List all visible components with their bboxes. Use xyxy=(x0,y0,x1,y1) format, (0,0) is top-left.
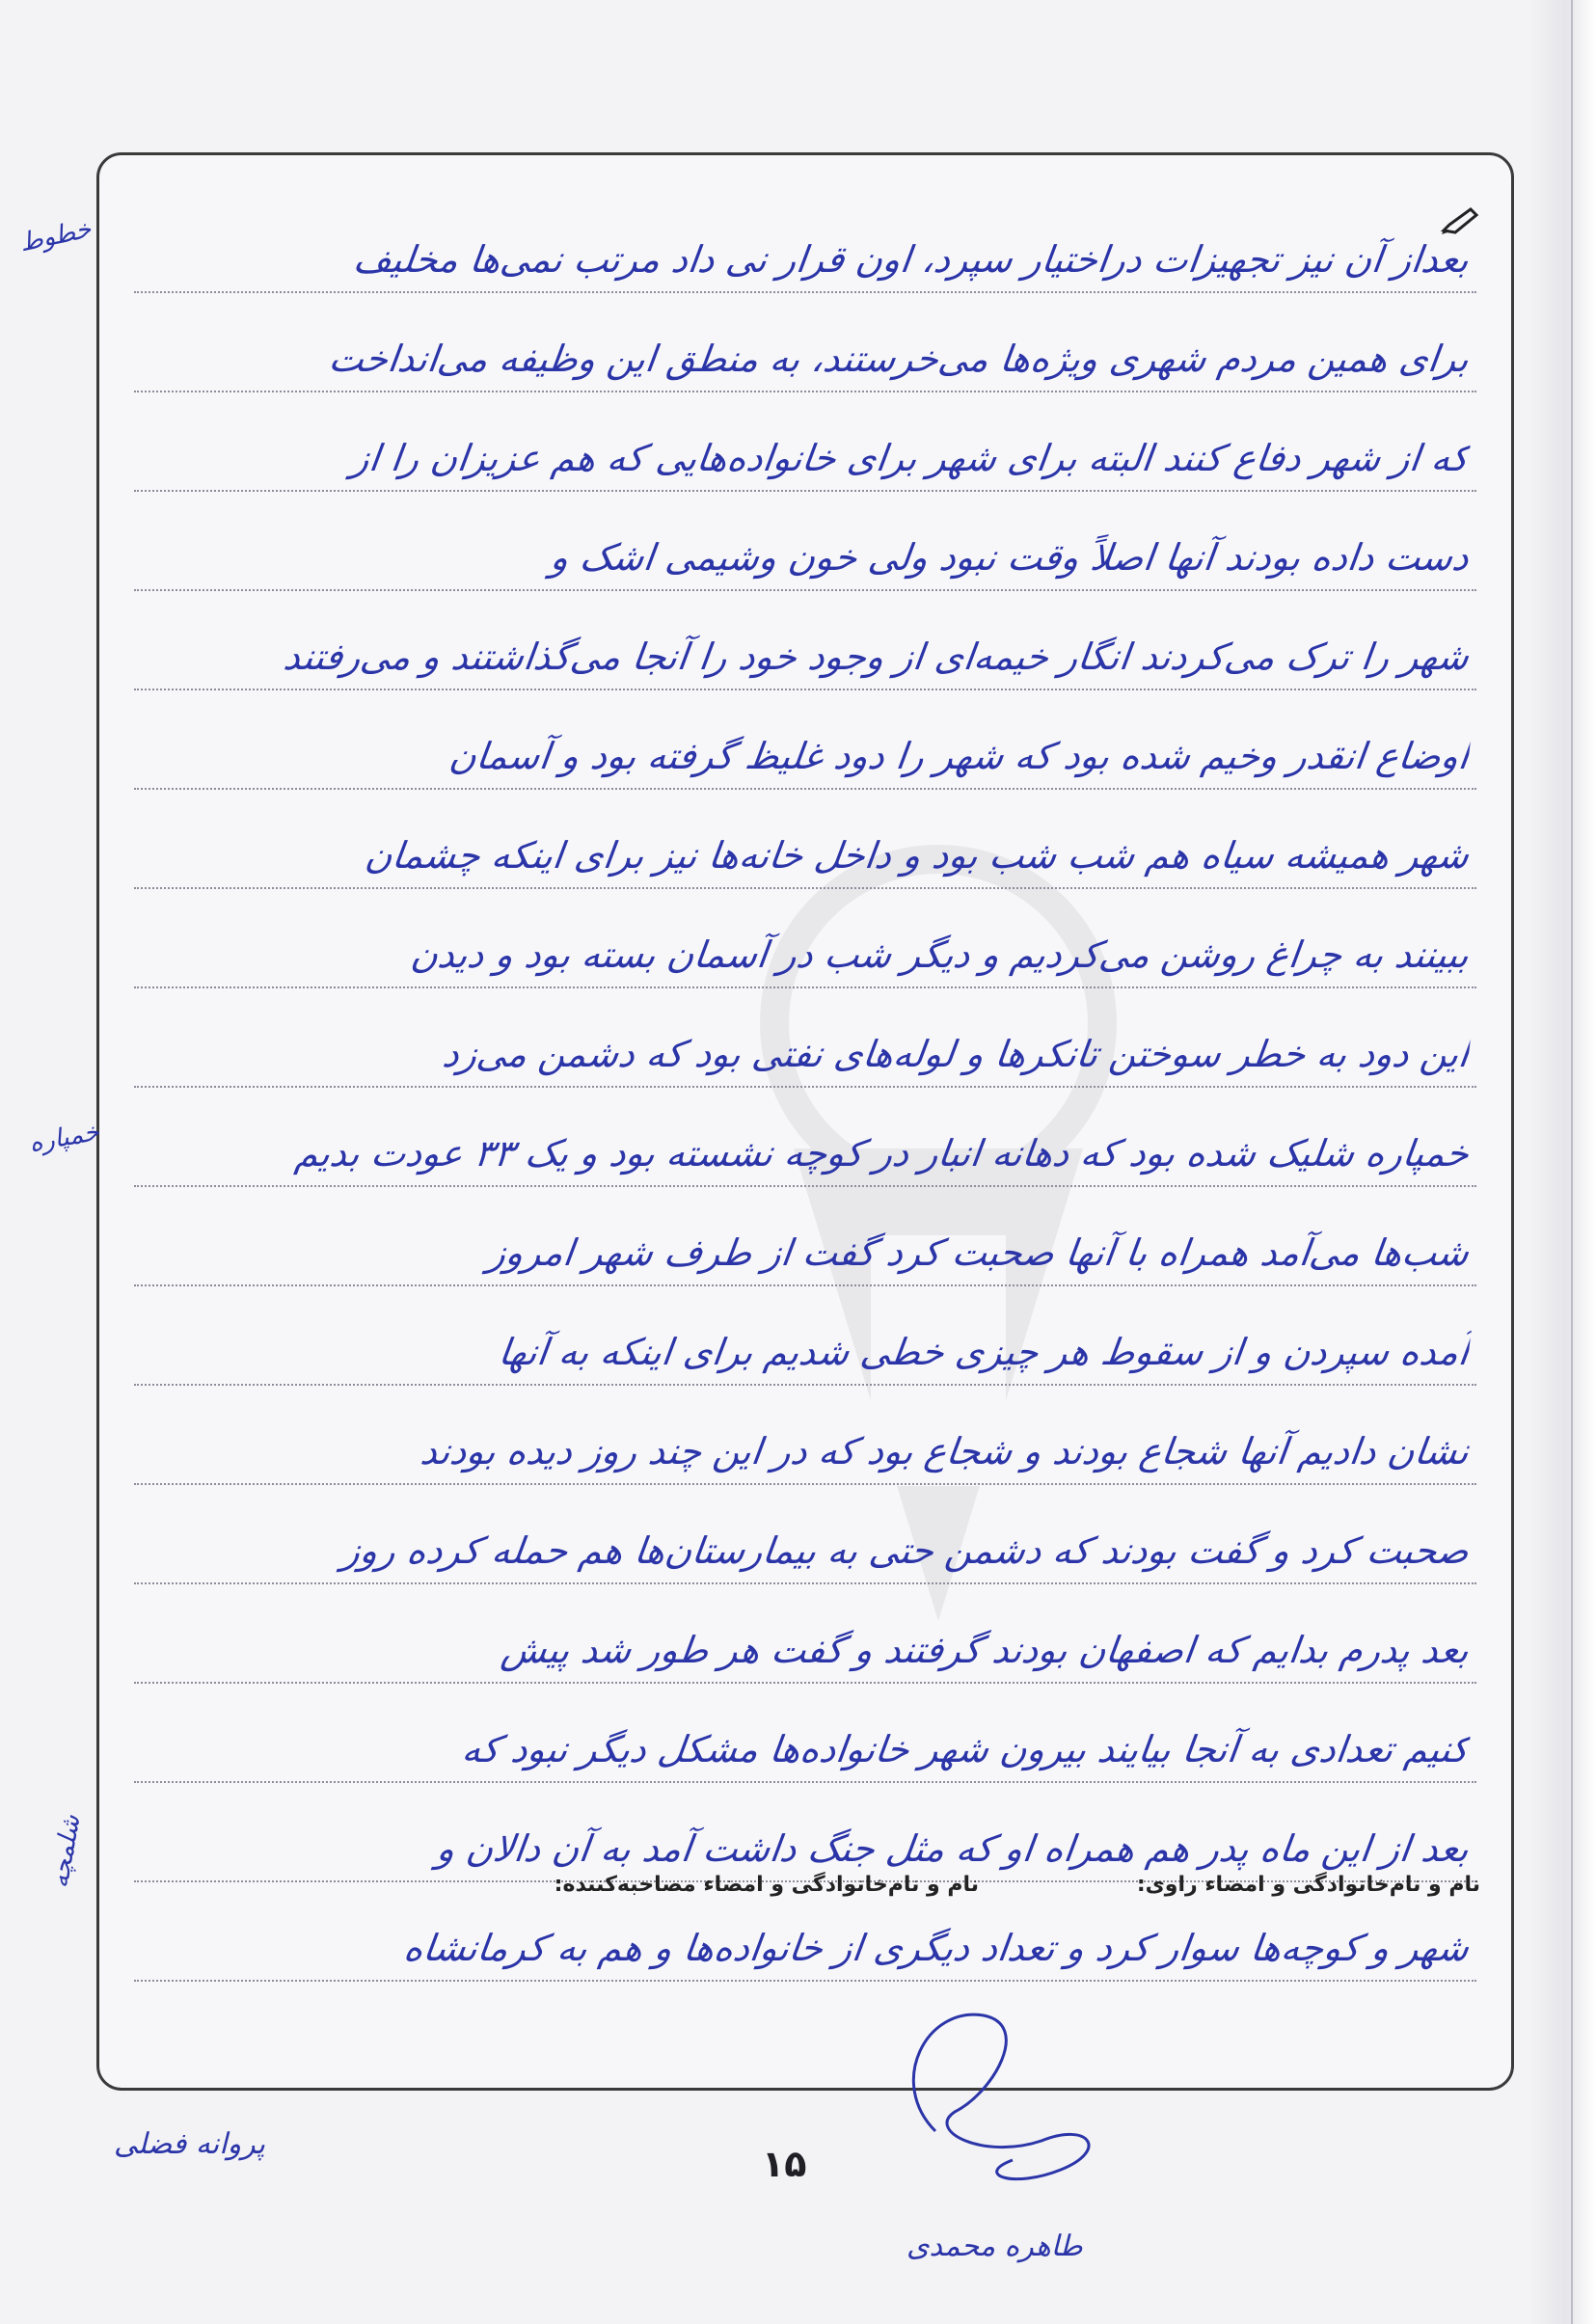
handwritten-line: صحبت کرد و گفت بودند که دشمن حتی به بیمارستان‌ها هم حمله کرده روز xyxy=(339,1529,1472,1572)
handwritten-line: برای همین مردم شهری ویژه‌ها می‌خرستند، به منطق این وظیفه می‌انداخت xyxy=(326,338,1472,380)
line-row xyxy=(134,1187,1476,1286)
handwritten-line: خمپاره شلیک شده بود که دهانه انبار در کوچه نشسته بود و یک ۳۳ عودت بدیم xyxy=(292,1132,1472,1175)
handwritten-line: دست داده بودند آنها اصلاً وقت نبود ولی خون وشیمی اشک و xyxy=(548,536,1472,579)
handwritten-line: شهر را ترک می‌کردند انگار خیمه‌ای از وجود خود را آنجا می‌گذاشتند و می‌رفتند xyxy=(281,635,1472,678)
page-right-edge xyxy=(1528,0,1596,2324)
handwritten-line: بعداز آن نیز تجهیزات دراختیار سپرد، اون قرار نی داد مرتب نمی‌ها مخلیف xyxy=(351,238,1472,281)
line-row xyxy=(134,790,1476,889)
margin-note-top: خطوط xyxy=(16,214,95,258)
line-row xyxy=(134,1783,1476,1882)
handwritten-line: شهر و کوچه‌ها سوار کرد و تعداد دیگری از خانواده‌ها و هم به کرمانشاه xyxy=(401,1927,1472,1969)
line-row xyxy=(134,591,1476,690)
handwritten-line: شهر همیشه سیاه هم شب شب بود و داخل خانه‌ها نیز برای اینکه چشمان xyxy=(363,834,1472,877)
handwritten-line: ببینند به چراغ روشن می‌کردیم و دیگر شب در آسمان بسته بود و دیدن xyxy=(408,933,1472,976)
line-row xyxy=(134,392,1476,492)
narrator-signature-label: نام و نام‌خانوادگی و امضاء راوی: xyxy=(1136,1873,1480,1897)
line-row xyxy=(134,1684,1476,1783)
line-row xyxy=(134,690,1476,790)
line-row xyxy=(134,1584,1476,1684)
line-row xyxy=(134,1485,1476,1584)
page-fold-line xyxy=(1571,0,1573,2324)
handwritten-line: کنیم تعدادی به آنجا بیایند بیرون شهر خانواده‌ها مشکل دیگر نبود که xyxy=(459,1728,1472,1770)
signature-name-left: پروانه فضلی xyxy=(114,2127,265,2161)
handwritten-line: بعد پدرم بدایم که اصفهان بودند گرفتند و گفت هر طور شد پیش xyxy=(499,1629,1472,1671)
handwritten-line: که از شهر دفاع کنند البته برای شهر برای خانواده‌هایی که هم عزیزان را از xyxy=(348,437,1472,479)
line-row xyxy=(134,889,1476,988)
page-number: ۱۵ xyxy=(762,2143,807,2185)
handwritten-lines xyxy=(134,194,1476,1982)
interviewer-signature-mark-icon xyxy=(868,1967,1138,2218)
handwritten-line: نشان دادیم آنها شجاع بودند و شجاع بود که در این چند روز دیده بودند xyxy=(418,1430,1472,1473)
line-row xyxy=(134,1882,1476,1982)
document-frame xyxy=(96,152,1514,2091)
signature-name-bottom: طاهره محمدی xyxy=(906,2229,1083,2263)
line-row xyxy=(134,492,1476,591)
handwritten-line: بعد از این ماه پدر هم همراه او که مثل جنگ داشت آمد به آن دالان و xyxy=(434,1827,1472,1870)
margin-note-lower: شلمچه xyxy=(44,1812,87,1891)
handwritten-line: اوضاع انقدر وخیم شده بود که شهر را دود غلیظ گرفته بود و آسمان xyxy=(446,735,1472,777)
line-row xyxy=(134,194,1476,293)
line-row xyxy=(134,293,1476,392)
interviewer-signature-label: نام و نام‌خانوادگی و امضاء مصاحبه‌کننده: xyxy=(554,1873,979,1897)
line-row xyxy=(134,988,1476,1088)
handwritten-line: آمده سپردن و از سقوط هر چیزی خطی شدیم برای اینکه به آنها xyxy=(496,1331,1472,1373)
line-row xyxy=(134,1386,1476,1485)
margin-note-mid: خمپاره xyxy=(26,1117,102,1159)
line-row xyxy=(134,1088,1476,1187)
line-row xyxy=(134,1286,1476,1386)
handwritten-line: این دود به خطر سوختن تانکرها و لوله‌های نفتی بود که دشمن می‌زد xyxy=(440,1033,1472,1075)
handwritten-line: شب‌ها می‌آمد همراه با آنها صحبت کرد گفت از طرف شهر امروز xyxy=(485,1231,1472,1274)
